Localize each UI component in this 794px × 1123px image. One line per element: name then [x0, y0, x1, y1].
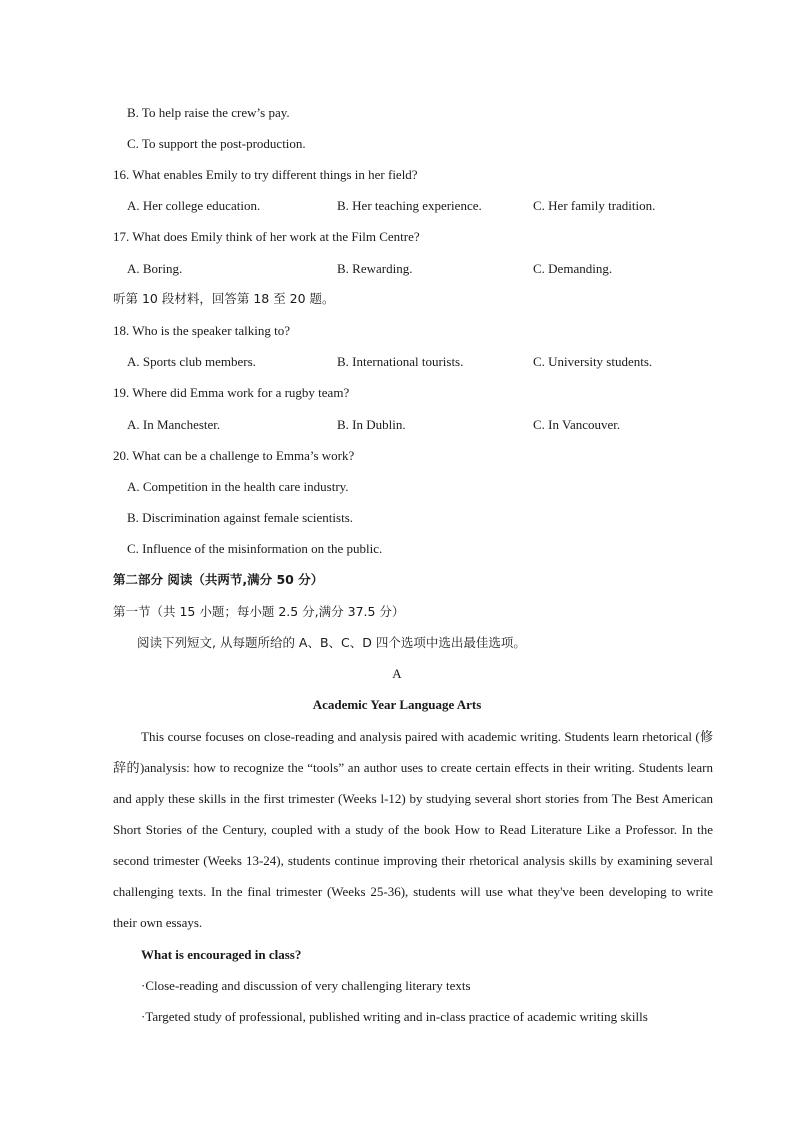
- reading-instruction: 阅读下列短文, 从每题所给的 A、B、C、D 四个选项中选出最佳选项。: [137, 635, 526, 650]
- q18-option-b: B. International tourists.: [337, 354, 464, 369]
- q18-option-a: A. Sports club members.: [127, 354, 256, 369]
- q18-option-c: C. University students.: [533, 354, 653, 369]
- q19-option-c: C. In Vancouver.: [533, 417, 621, 432]
- q20-option-a: A. Competition in the health care industry.: [127, 479, 349, 494]
- passage-bullet: ·Targeted study of professional, published writing and in-class practice of academic writing skills: [141, 1009, 648, 1024]
- q17-option-a: A. Boring.: [127, 261, 183, 276]
- q19-stem: 19. Where did Emma work for a rugby team?: [113, 385, 350, 400]
- passage-bullet: ·Close-reading and discussion of very challenging literary texts: [141, 978, 471, 993]
- q19-option-b: B. In Dublin.: [337, 417, 406, 432]
- q16-option-a: A. Her college education.: [127, 198, 261, 213]
- q15-option-c: C. To support the post-production.: [127, 136, 306, 151]
- listening-section-note: 听第 10 段材料，回答第 18 至 20 题。: [113, 291, 335, 306]
- passage-letter: A: [392, 666, 402, 681]
- q18-stem: 18. Who is the speaker talking to?: [113, 323, 291, 338]
- passage-title: Academic Year Language Arts: [312, 697, 482, 712]
- passage-body: This course focuses on close-reading and analysis paired with academic writing. Students learn rhetorical (修辞的)analysis: how to recognize the “tools” an author uses to create certain effects in their writing. Students learn and apply these skills in the first trimester (Weeks l-12) by studying several short stories from The Best American Short Stories of the Century, coupled with a study of the book How to Read Literature Like a Professor. In the second trimester (Weeks 13-24), students continue improving their rhetorical analysis skills by examining several challenging texts. In the final trimester (Weeks 25-36), students will use what they've been developing to write their own essays.: [113, 729, 713, 930]
- q17-option-b: B. Rewarding.: [337, 261, 413, 276]
- q20-option-c: C. Influence of the misinformation on the public.: [127, 541, 383, 556]
- q16-option-b: B. Her teaching experience.: [337, 198, 482, 213]
- q17-stem: 17. What does Emily think of her work at the Film Centre?: [113, 229, 420, 244]
- passage-subheading: What is encouraged in class?: [141, 947, 302, 962]
- q17-option-c: C. Demanding.: [533, 261, 613, 276]
- q16-stem: 16. What enables Emily to try different things in her field?: [113, 167, 418, 182]
- section1-heading: 第一节（共 15 小题；每小题 2.5 分,满分 37.5 分）: [113, 604, 405, 619]
- q19-option-a: A. In Manchester.: [127, 417, 221, 432]
- q16-option-c: C. Her family tradition.: [533, 198, 656, 213]
- q15-option-b: B. To help raise the crew’s pay.: [127, 105, 290, 120]
- q20-stem: 20. What can be a challenge to Emma’s work?: [113, 448, 355, 463]
- part2-heading: 第二部分 阅读（共两节,满分 50 分）: [113, 572, 324, 587]
- q20-option-b: B. Discrimination against female scientists.: [127, 510, 354, 525]
